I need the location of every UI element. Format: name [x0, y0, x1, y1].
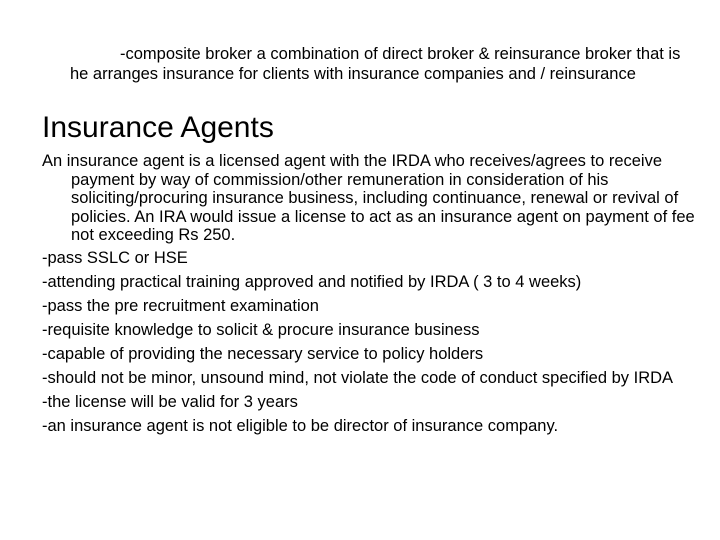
- requirement-item: -requisite knowledge to solicit & procure insurance business: [42, 320, 480, 339]
- requirement-item: -capable of providing the necessary service to policy holders: [42, 344, 484, 363]
- slide-title: Insurance Agents: [42, 111, 274, 144]
- requirement-item: -an insurance agent is not eligible to be director of insurance company.: [42, 416, 559, 435]
- requirement-item: -pass SSLC or HSE: [42, 248, 188, 267]
- slide-body: [42, 152, 702, 441]
- requirement-item: -should not be minor, unsound mind, not violate the code of conduct specified by IRDA: [42, 368, 674, 387]
- requirement-item: -attending practical training approved and notified by IRDA ( 3 to 4 weeks): [42, 272, 582, 291]
- agent-definition: An insurance agent is a licensed agent with the IRDA who receives/agrees to receive payment by way of commission/other remuneration in consideration of his soliciting/procuring insurance business, including continuance, renewal or revival of policies. An IRA would issue a license to act as an insurance agent on payment of fee not exceeding Rs 250.: [42, 152, 695, 244]
- requirement-item: -pass the pre recruitment examination: [42, 296, 319, 315]
- requirement-item: -the license will be valid for 3 years: [42, 392, 298, 411]
- composite-broker-text: -composite broker a combination of direct broker & reinsurance broker that is he arranges insurance for clients with insurance companies and / reinsurance: [70, 45, 681, 83]
